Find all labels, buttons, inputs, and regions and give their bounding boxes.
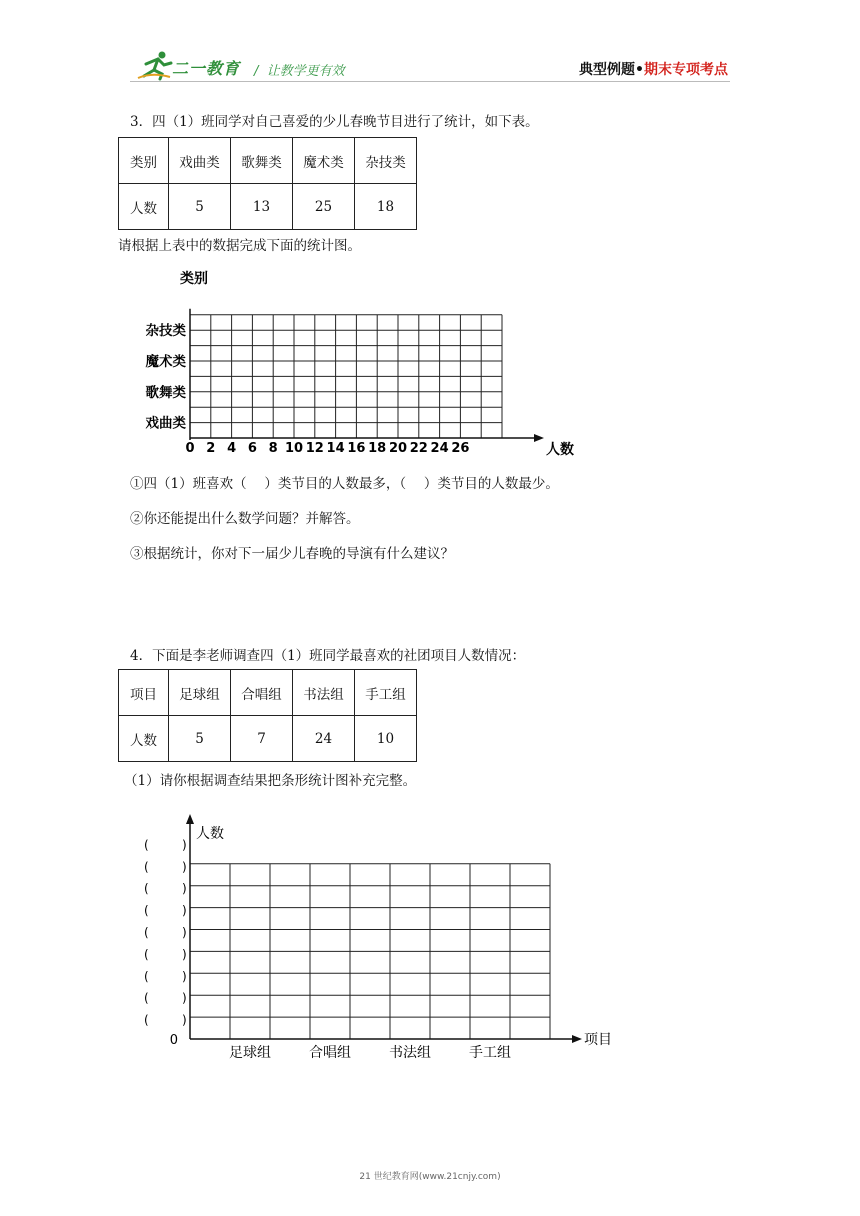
y-axis-title: 类别 [180,271,208,287]
q3-table-cell: 25 [293,184,355,230]
x-category-label: 合唱组 [309,1045,351,1061]
x-axis-title: 人数 [546,442,574,458]
q4-table-cell: 人数 [119,716,169,762]
brand-slogan [254,60,345,79]
x-tick-label: 22 [409,441,428,456]
q4-table-cell: 10 [355,716,417,762]
q3-sub-question-1: ①四（1）班喜欢（ ）类节目的人数最多，（ ）类节目的人数最少。 [130,476,559,492]
q3-table-cell: 杂技类 [355,138,417,184]
q3-table-cell: 戏曲类 [169,138,231,184]
header-right-accent: 期末专项考点 [644,62,728,78]
q3-table-cell: 13 [231,184,293,230]
y-tick-blank-open: ( [144,881,149,896]
q3-table-cell: 类别 [119,138,169,184]
q3-table [118,137,417,230]
x-axis-arrow-icon [534,434,544,442]
header-divider [130,81,730,82]
q4-table-cell: 24 [293,716,355,762]
origin-label: 0 [169,1033,178,1048]
x-axis-title: 项目 [584,1032,612,1048]
q3-intro: 3．四（1）班同学对自己喜爱的少儿春晚节目进行了统计，如下表。 [130,114,539,130]
slogan-text: 让教学更有效 [266,64,345,79]
y-category-label: 戏曲类 [145,415,186,432]
x-tick-label: 6 [247,441,257,456]
logo-runner-icon [138,50,172,80]
x-tick-label: 4 [227,441,237,456]
q3-table-cell: 人数 [119,184,169,230]
q3-bar-chart-grid [120,262,574,462]
y-tick-blank-open: ( [144,837,149,852]
q3-table-header-row [119,138,417,184]
x-tick-label: 2 [206,441,216,456]
x-tick-label: 10 [284,441,304,456]
q4-table-cell: 手工组 [355,670,417,716]
q4-table-cell: 项目 [119,670,169,716]
y-axis-title: 人数 [196,826,224,842]
page-footer: 21 世纪教育网(www.21cnjy.com) [359,1172,501,1182]
x-tick-label: 24 [430,441,449,456]
q3-table-cell: 歌舞类 [231,138,293,184]
q3-sub-question-2: ②你还能提出什么数学问题？并解答。 [130,511,360,527]
header-right-title [579,59,728,79]
q4-table-cell: 书法组 [293,670,355,716]
x-tick-label: 26 [451,441,470,456]
q4-bar-chart-grid [130,810,620,1070]
q4-table-cell: 5 [169,716,231,762]
q4-table-cell: 7 [231,716,293,762]
y-tick-blank-open: ( [144,947,149,962]
y-tick-blank-open: ( [144,1013,149,1028]
x-category-label: 手工组 [469,1045,511,1061]
y-tick-blank-open: ( [144,925,149,940]
q3-table-data-row [119,184,417,230]
y-axis-arrow-icon [186,814,194,824]
x-axis-arrow-icon [572,1035,582,1043]
x-tick-label: 18 [368,441,387,456]
y-tick-blank-open: ( [144,859,149,874]
y-tick-blank-close: ) [182,859,187,874]
y-tick-blank-close: ) [182,969,187,984]
q4-table-cell: 合唱组 [231,670,293,716]
x-tick-label: 0 [185,441,195,456]
y-tick-blank-close: ) [182,947,187,962]
y-tick-blank-close: ) [182,1013,187,1028]
y-tick-blank-close: ) [182,837,187,852]
q4-table-header-row [119,670,417,716]
q4-table-cell: 足球组 [169,670,231,716]
y-tick-blank-open: ( [144,969,149,984]
q3-table-cell: 魔术类 [293,138,355,184]
y-tick-blank-close: ) [182,925,187,940]
y-tick-blank-close: ) [182,881,187,896]
q3-instruction: 请根据上表中的数据完成下面的统计图。 [118,238,361,254]
x-tick-label: 14 [326,441,345,456]
x-tick-label: 8 [268,441,278,456]
header-right-main: 典型例题• [579,62,644,78]
x-tick-label: 16 [347,441,366,456]
q4-intro: 4．下面是李老师调查四（1）班同学最喜欢的社团项目人数情况： [130,648,526,664]
q3-sub-question-3: ③根据统计，你对下一届少儿春晚的导演有什么建议？ [130,546,454,562]
y-tick-blank-close: ) [182,991,187,1006]
q3-table-cell: 5 [169,184,231,230]
y-category-label: 魔术类 [145,354,186,370]
x-tick-label: 20 [388,441,408,456]
y-tick-blank-open: ( [144,903,149,918]
y-tick-blank-close: ) [182,903,187,918]
y-tick-blank-open: ( [144,991,149,1006]
q3-table-cell: 18 [355,184,417,230]
x-tick-label: 12 [305,441,324,456]
x-category-label: 足球组 [229,1045,271,1061]
q4-table-data-row [119,716,417,762]
x-category-label: 书法组 [389,1045,431,1061]
q4-table [118,669,417,762]
y-category-label: 杂技类 [145,323,186,340]
slogan-separator: / [254,64,259,79]
y-category-label: 歌舞类 [145,384,186,401]
q4-instruction: （1）请你根据调查结果把条形统计图补充完整。 [124,773,417,789]
brand-name: 二一教育 [172,59,241,78]
